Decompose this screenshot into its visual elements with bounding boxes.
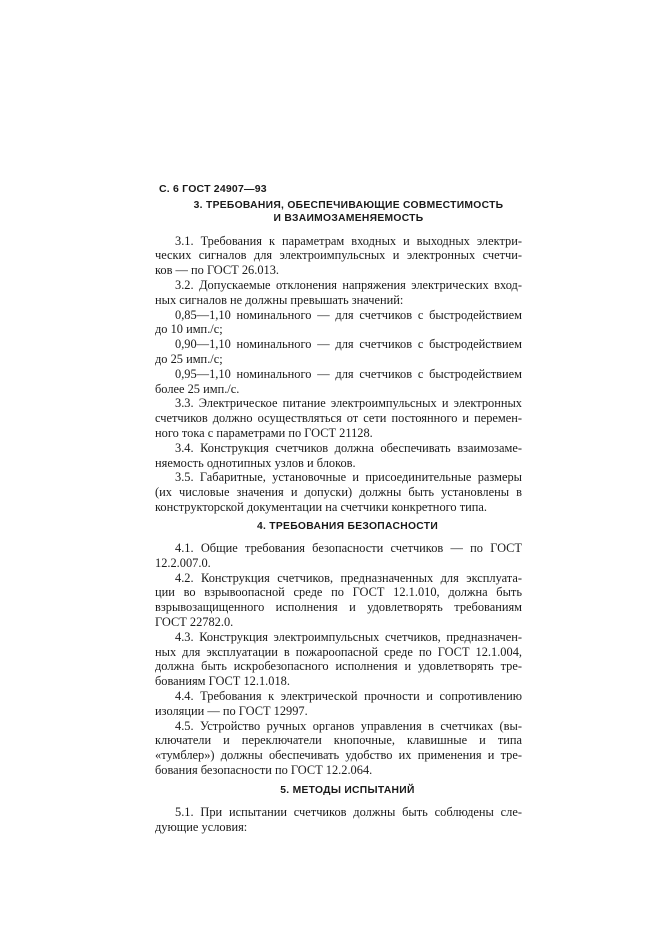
text-line: до 10 имп./с; [155,322,223,337]
paragraph-4-1 [155,541,522,571]
heading-line: 5. МЕТОДЫ ИСПЫТАНИЙ [280,784,415,796]
text-line: более 25 имп./с. [155,381,240,396]
section-3-heading [155,199,522,226]
page-header: С. 6 ГОСТ 24907—93 [159,183,267,195]
heading-line: И ВЗАИМОЗАМЕНЯЕМОСТЬ [273,213,424,225]
document-body [155,199,522,835]
paragraph-5-1 [155,805,522,835]
text-line: 3.2. Допускаемые отклонения напряжения электрических вход- [175,277,522,292]
text-line: ции во взрывоопасной среде по ГОСТ 12.1.010, должна быть [155,585,522,600]
text-line: ГОСТ 22782.0. [155,615,234,630]
text-line: 0,90—1,10 номинального — для счетчиков с быстродействием [175,337,522,352]
text-line: 4.3. Конструкция электроимпульсных счетчиков, предназначен- [175,629,522,644]
heading-line: 4. ТРЕБОВАНИЯ БЕЗОПАСНОСТИ [256,520,439,532]
text-line: 4.2. Конструкция счетчиков, предназначенных для эксплуата- [175,570,522,585]
tolerance-item-3 [155,367,522,397]
text-line: ключатели и переключатели кнопочные, клавишные и типа [155,733,522,748]
text-line: 4.1. Общие требования безопасности счетчиков — по ГОСТ [175,541,522,556]
text-line: 0,95—1,10 номинального — для счетчиков с быстродействием [175,366,522,381]
text-line: 4.5. Устройство ручных органов управления в счетчиках (вы- [175,718,522,733]
text-line: ков — по ГОСТ 26.013. [155,263,280,278]
text-line: ческих сигналов для электроимпульсных и электронных счетчи- [155,248,522,263]
text-line: ных сигналов не должны превышать значений: [155,292,404,307]
text-line: ного тока с параметрами по ГОСТ 21128. [155,425,373,440]
paragraph-3-5 [155,470,522,514]
text-line: 3.4. Конструкция счетчиков должна обеспечивать взаимозаме- [175,440,522,455]
paragraph-4-2 [155,571,522,630]
text-line: 4.4. Требования к электрической прочности и сопротивлению [175,689,522,703]
text-line: «тумблер») должны обеспечивать удобство их применения и тре- [155,748,522,763]
paragraph-4-3 [155,630,522,689]
tolerance-item-1 [155,308,522,338]
text-line: дующие условия: [155,819,248,834]
text-line: няемость однотипных узлов и блоков. [155,455,356,470]
paragraph-4-5 [155,719,522,778]
section-4-heading [155,520,522,533]
text-line: 0,85—1,10 номинального — для счетчиков с быстродействием [175,307,522,322]
text-line: изоляции — по ГОСТ 12997. [155,703,308,718]
paragraph-3-4 [155,441,522,471]
text-line: бованиям ГОСТ 12.1.018. [155,674,290,689]
paragraph-3-2 [155,278,522,308]
heading-line: 3. ТРЕБОВАНИЯ, ОБЕСПЕЧИВАЮЩИЕ СОВМЕСТИМОСТЬ [193,200,504,211]
text-line: бования безопасности по ГОСТ 12.2.064. [155,762,373,777]
text-line: счетчиков должно осуществляться от сети постоянного и перемен- [155,411,522,426]
text-line: (их числовые значения и допуски) должны быть установлены в [155,485,522,500]
text-line: до 25 имп./с; [155,351,223,366]
text-line: ных для эксплуатации в пожароопасной среде по ГОСТ 12.1.004, [155,644,522,659]
text-line: конструкторской документации на счетчики конкретного типа. [155,499,487,514]
text-line: 5.1. При испытании счетчиков должны быть соблюдены сле- [175,805,522,820]
text-line: 12.2.007.0. [155,555,211,570]
section-5-heading [155,784,522,797]
text-line: 3.5. Габаритные, установочные и присоединительные размеры [175,470,522,485]
paragraph-3-1 [155,234,522,278]
text-line: 3.1. Требования к параметрам входных и выходных электри- [175,233,522,248]
text-line: должна быть искробезопасного исполнения и удовлетворять тре- [155,659,522,674]
paragraph-4-4 [155,689,522,719]
text-line: 3.3. Электрическое питание электроимпульсных и электронных [175,396,522,411]
tolerance-item-2 [155,337,522,367]
paragraph-3-3 [155,396,522,440]
text-line: взрывозащищенного исполнения и удовлетворять требованиям [155,600,522,615]
